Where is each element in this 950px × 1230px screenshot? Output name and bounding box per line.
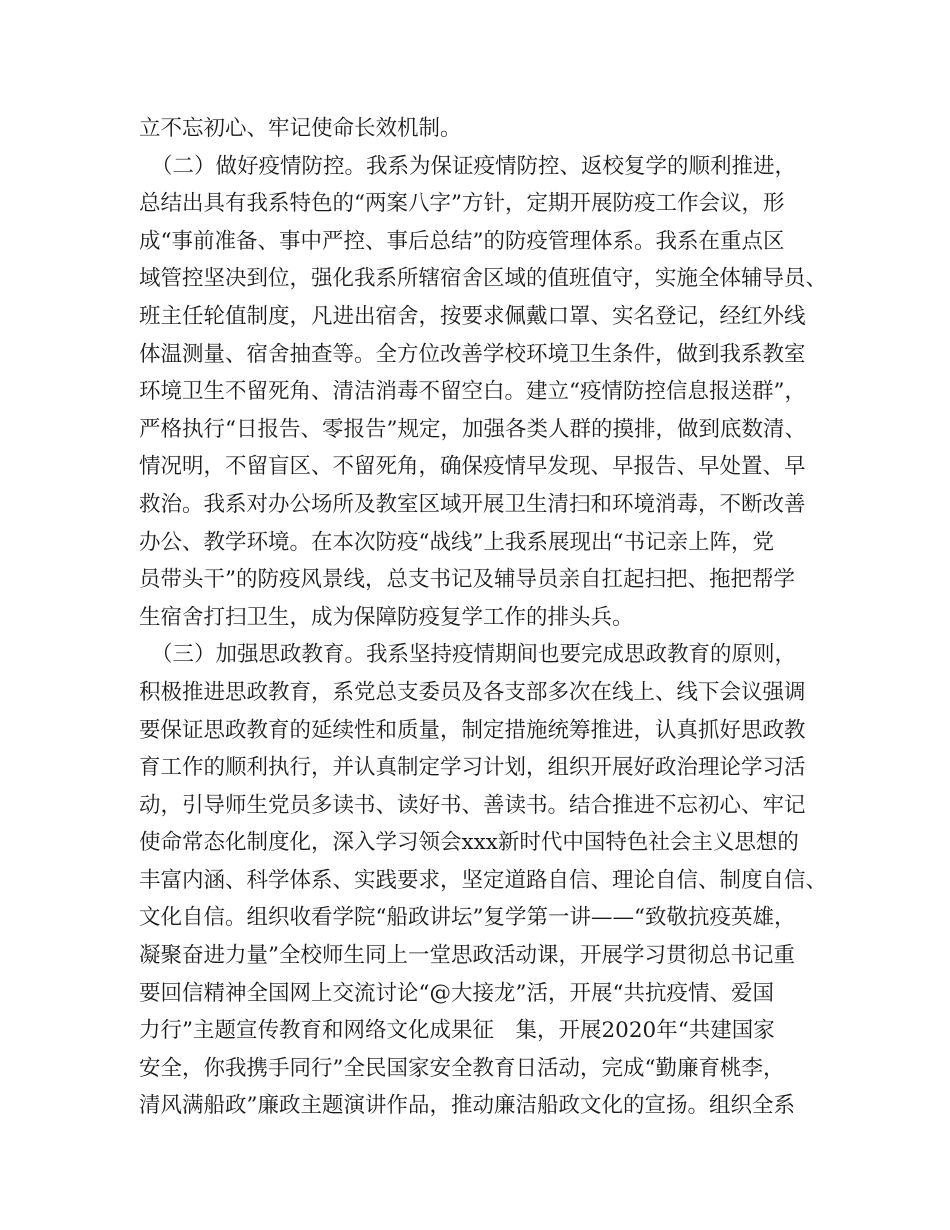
text-line: 安全，你我携手同行”全民国家安全教育日活动，完成“勤廉育桃李， [139,1055,785,1081]
text-line: 严格执行“日报告、零报告”规定，加强各类人群的摸排，做到底数清、 [139,416,806,442]
text-line: 丰富内涵、科学体系、实践要求，坚定道路自信、理论自信、制度自信、 [139,867,828,893]
text-line: 成“事前准备、事中严控、事后总结”的防疫管理体系。我系在重点区 [139,228,785,254]
text-line: 凝聚奋进力量”全校师生同上一堂思政活动课，开展学习贯彻总书记重 [139,943,795,969]
text-line: 力行”主题宣传教育和网络文化成果征 集，开展2020年“共建国家 [139,1018,775,1044]
body-text [139,110,839,1125]
text-line: 育工作的顺利执行，并认真制定学习计划，组织开展好政治理论学习活 [139,755,806,781]
text-line: 使命常态化制度化，深入学习领会xxx新时代中国特色社会主义思想的 [139,830,799,856]
text-line: 班主任轮值制度，凡进出宿舍，按要求佩戴口罩、实名登记，经红外线 [139,303,806,329]
text-line: 积极推进思政教育，系党总支委员及各支部多次在线上、线下会议强调 [139,679,806,705]
text-line: 要回信精神全国网上交流讨论“@大接龙”活，开展“共抗疫情、爱国 [139,980,774,1006]
text-line: 动，引导师生党员多读书、读好书、善读书。结合推进不忘初心、牢记 [139,792,806,818]
text-line: 总结出具有我系特色的“两案八字”方针，定期开展防疫工作会议，形 [139,191,785,217]
text-line: 体温测量、宿舍抽查等。全方位改善学校环境卫生条件，做到我系教室 [139,341,806,367]
text-line: 文化自信。组织收看学院“船政讲坛”复学第一讲——“致敬抗疫英雄， [139,905,796,931]
text-line: 域管控坚决到位，强化我系所辖宿舍区域的值班值守，实施全体辅导员、 [139,266,828,292]
text-line: 办公、教学环境。在本次防疫“战线”上我系展现出“书记亲上阵，党 [139,529,774,555]
text-line: 环境卫生不留死角、清洁消毒不留空白。建立“疫情防控信息报送群”， [139,379,806,405]
text-line: 清风满船政”廉政主题演讲作品，推动廉洁船政文化的宣扬。组织全系 [139,1093,795,1119]
text-line: 救治。我系对办公场所及教室区域开展卫生清扫和环境消毒，不断改善 [139,491,806,517]
text-line: 生宿舍打扫卫生，成为保障防疫复学工作的排头兵。 [139,604,634,630]
paragraph-heading-line: （二）做好疫情防控。我系为保证疫情防控、返校复学的顺利推进， [151,153,797,179]
text-line: 员带头干”的防疫风景线，总支书记及辅导员亲自扛起扫把、拖把帮学 [139,567,795,593]
text-line: 立不忘初心、牢记使命长效机制。 [139,116,462,141]
text-line: 情况明，不留盲区、不留死角，确保疫情早发现、早报告、早处置、早 [139,454,806,480]
paragraph-heading-line: （三）加强思政教育。我系坚持疫情期间也要完成思政教育的原则， [151,642,797,668]
text-line: 要保证思政教育的延续性和质量，制定措施统筹推进，认真抓好思政教 [139,717,806,743]
